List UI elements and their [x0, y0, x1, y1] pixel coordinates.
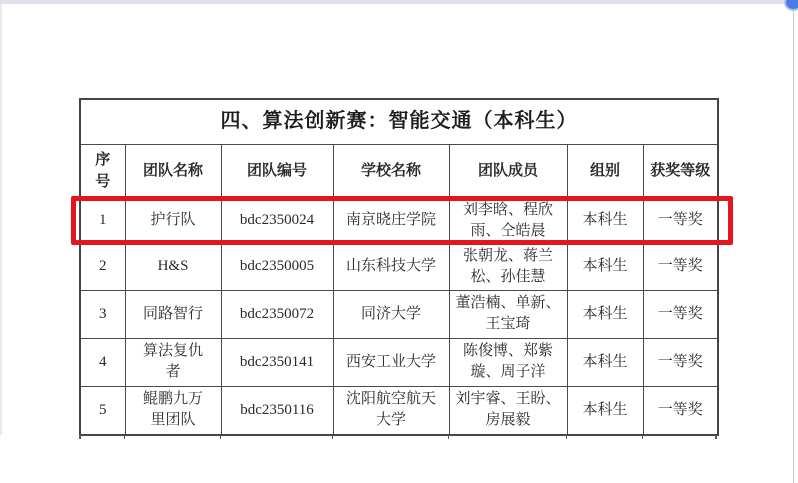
cell-members: 陈俊博、郑紫璇、周子洋	[449, 338, 567, 386]
cell-school: 同济大学	[333, 290, 449, 338]
cell-group: 本科生	[567, 386, 643, 435]
table-row	[80, 290, 718, 338]
cell-team-name: 护行队	[125, 198, 221, 243]
page-left-border	[0, 3, 2, 435]
cell-team-code: bdc2350072	[221, 290, 333, 338]
cell-school: 沈阳航空航天大学	[333, 386, 449, 435]
cell-award: 一等奖	[643, 338, 718, 386]
table-title: 四、算法创新赛：智能交通（本科生）	[80, 99, 718, 144]
cell-award: 一等奖	[643, 198, 718, 243]
blue-corner-icon[interactable]	[784, 0, 798, 11]
cell-index: 5	[80, 386, 125, 435]
cell-index: 1	[80, 198, 125, 243]
window-top-bar	[0, 0, 798, 4]
cell-group: 本科生	[567, 198, 643, 243]
cell-team-name: 同路智行	[125, 290, 221, 338]
page-right-border	[793, 5, 794, 483]
col-header-group: 组别	[567, 144, 643, 198]
cell-members: 张朝龙、蒋兰松、孙佳慧	[449, 243, 567, 290]
col-header-members: 团队成员	[449, 144, 567, 198]
cell-members: 董浩楠、单新、王宝琦	[449, 290, 567, 338]
cell-group: 本科生	[567, 243, 643, 290]
cell-award: 一等奖	[643, 243, 718, 290]
table-title-row	[80, 99, 718, 144]
cell-team-name: H&S	[125, 243, 221, 290]
cell-award: 一等奖	[643, 290, 718, 338]
cell-team-code: bdc2350005	[221, 243, 333, 290]
cell-team-code: bdc2350141	[221, 338, 333, 386]
cell-group: 本科生	[567, 338, 643, 386]
cell-group: 本科生	[567, 290, 643, 338]
cell-award: 一等奖	[643, 386, 718, 435]
table-row	[80, 386, 718, 435]
cell-members: 刘李晗、程欣雨、仝皓晨	[449, 198, 567, 243]
cell-school: 南京晓庄学院	[333, 198, 449, 243]
award-table	[79, 98, 719, 436]
cell-index: 4	[80, 338, 125, 386]
col-header-school: 学校名称	[333, 144, 449, 198]
cell-team-code: bdc2350024	[221, 198, 333, 243]
cell-members: 刘宇睿、王盼、房展毅	[449, 386, 567, 435]
cell-index: 2	[80, 243, 125, 290]
col-header-award: 获奖等级	[643, 144, 718, 198]
cell-school: 山东科技大学	[333, 243, 449, 290]
col-header-index: 序号	[80, 144, 125, 198]
table-row	[80, 243, 718, 290]
table-next-row-stub	[79, 435, 717, 439]
table-row	[80, 198, 718, 243]
cell-school: 西安工业大学	[333, 338, 449, 386]
table-row	[80, 338, 718, 386]
cell-team-name: 鲲鹏九万里团队	[125, 386, 221, 435]
table-header-row	[80, 144, 718, 198]
cell-index: 3	[80, 290, 125, 338]
cell-team-code: bdc2350116	[221, 386, 333, 435]
col-header-code: 团队编号	[221, 144, 333, 198]
cell-team-name: 算法复仇者	[125, 338, 221, 386]
col-header-team: 团队名称	[125, 144, 221, 198]
